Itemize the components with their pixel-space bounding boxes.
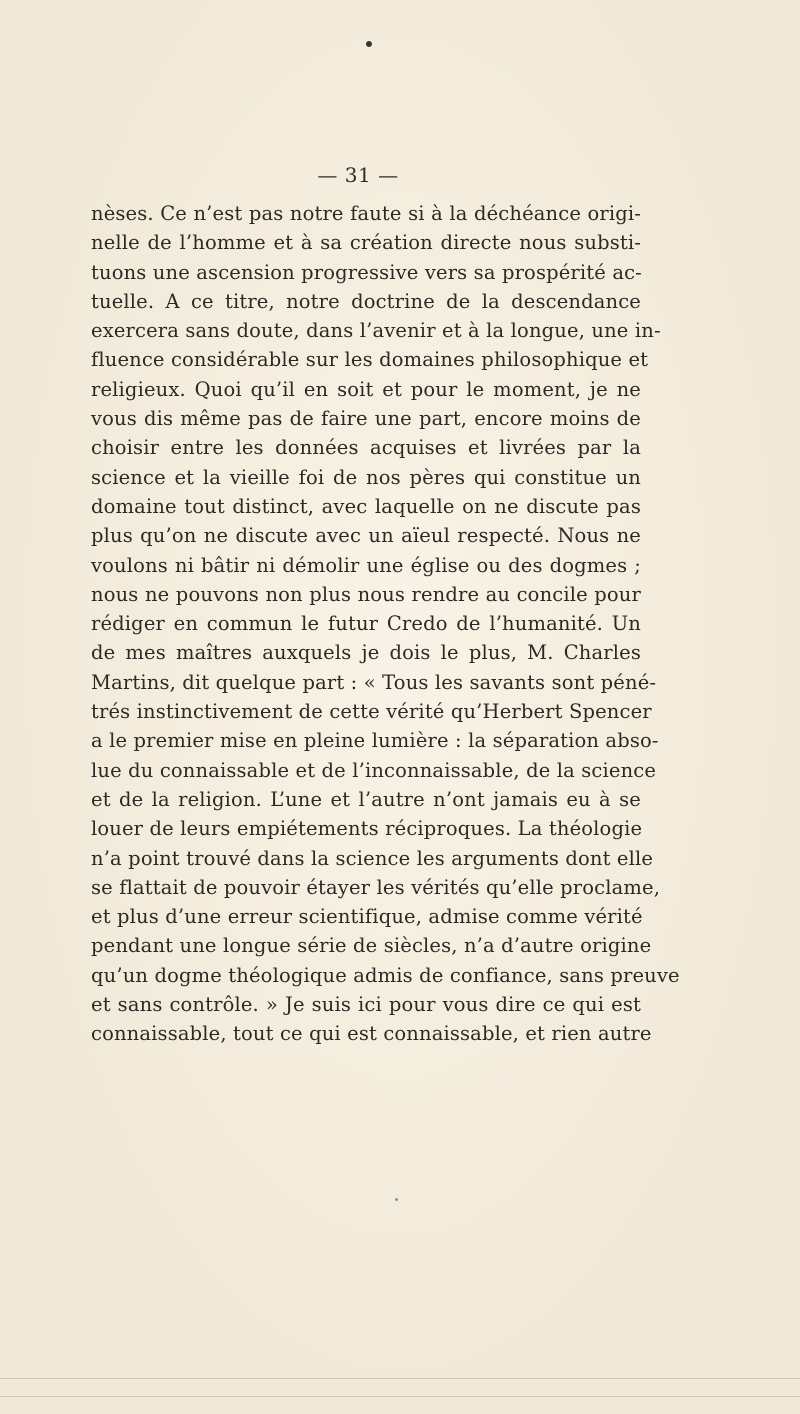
text-line: connaissable, tout ce qui est connaissable, et rien autre (91, 1022, 652, 1046)
text-line: nèses. Ce n’est pas notre faute si à la déchéance origi- (91, 202, 641, 225)
text-line: Martins, dit quelque part : « Tous les savants sont péné- (91, 670, 657, 694)
text-line: exercera sans doute, dans l’avenir et à la longue, une in- (91, 319, 661, 343)
text-line: tuons une ascension progressive vers sa prospérité ac- (91, 260, 642, 284)
text-line: de mes maîtres auxquels je dois le plus, M. Charles (91, 641, 641, 665)
text-line: voulons ni bâtir ni démolir une église ou des dogmes ; (91, 553, 641, 577)
text-line: tuelle. A ce titre, notre doctrine de la descendance (91, 289, 641, 313)
text-line: nous ne pouvons non plus nous rendre au concile pour (91, 582, 641, 606)
text-line: n’a point trouvé dans la science les arguments dont elle (91, 846, 654, 870)
text-line: plus qu’on ne discute avec un aïeul respecté. Nous ne (91, 524, 641, 548)
text-line: domaine tout distinct, avec laquelle on ne discute pas (91, 494, 641, 518)
text-line: fluence considérable sur les domaines philosophique et (91, 348, 649, 372)
text-line: pendant une longue série de siècles, n’a d’autre origine (91, 934, 652, 958)
scan-edge-line (0, 1378, 800, 1379)
ink-speck (395, 1198, 398, 1201)
text-line: qu’un dogme théologique admis de confiance, sans preuve (91, 963, 680, 987)
text-line: trés instinctivement de cette vérité qu’Herbert Spencer (91, 700, 652, 724)
ink-speck (366, 41, 372, 47)
body-text (91, 199, 680, 1049)
scan-edge-line (0, 1396, 800, 1397)
text-line: et de la religion. L’une et l’autre n’ont jamais eu à se (91, 787, 641, 811)
text-line: nelle de l’homme et à sa création directe nous substi- (91, 231, 641, 255)
text-line: rédiger en commun le futur Credo de l’humanité. Un (91, 612, 641, 636)
text-line: science et la vieille foi de nos pères qui constitue un (91, 465, 641, 489)
text-line: et sans contrôle. » Je suis ici pour vous dire ce qui est (91, 993, 641, 1017)
text-line: se flattait de pouvoir étayer les vérités qu’elle proclame, (91, 875, 661, 899)
text-line: et plus d’une erreur scientifique, admise comme vérité (91, 905, 643, 929)
page-number: — 31 — (317, 163, 399, 187)
text-line: louer de leurs empiétements réciproques. La théologie (91, 817, 643, 841)
text-line: religieux. Quoi qu’il en soit et pour le moment, je ne (91, 377, 641, 401)
text-line: choisir entre les données acquises et livrées par la (91, 436, 641, 460)
text-line: lue du connaissable et de l’inconnaissable, de la science (91, 758, 657, 782)
text-line: vous dis même pas de faire une part, encore moins de (91, 407, 641, 431)
text-line: a le premier mise en pleine lumière : la séparation abso- (91, 729, 659, 753)
